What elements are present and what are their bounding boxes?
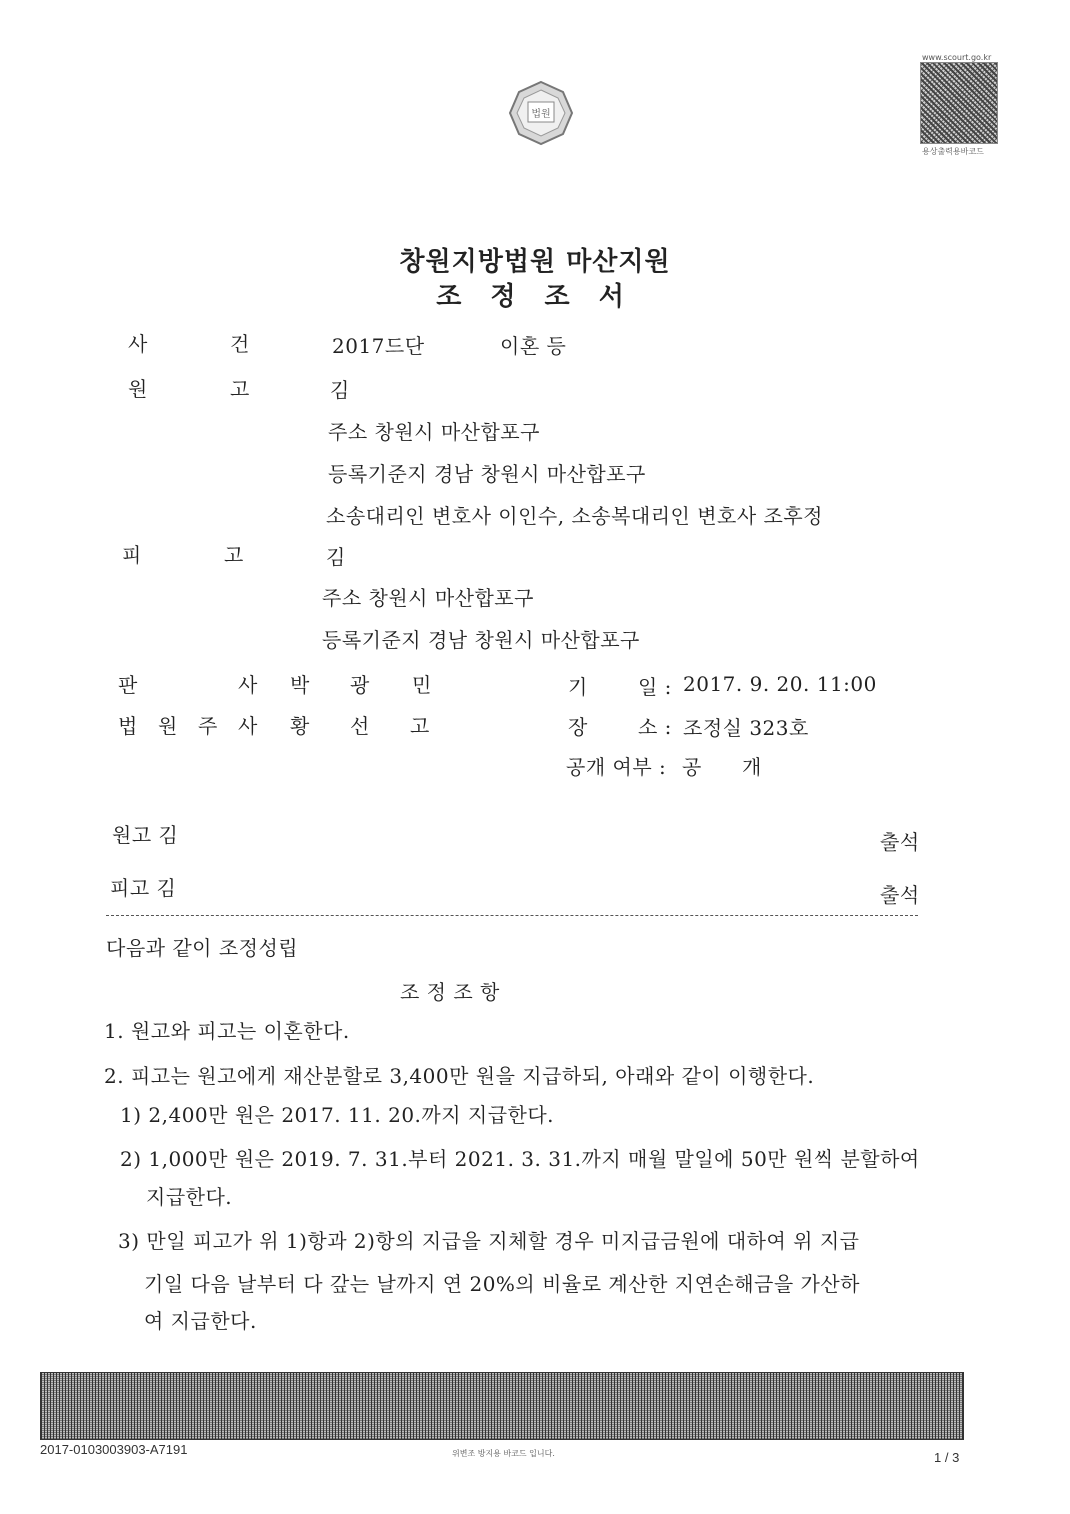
- judge-char-4: 광: [350, 673, 370, 697]
- date-label-2: 일 :: [638, 675, 672, 699]
- plaintiff-agents: 소송대리인 변호사 이인수, 소송복대리인 변호사 조후정: [326, 504, 824, 528]
- plaintiff-label-2: 고: [230, 377, 250, 401]
- public-label: 공개 여부 :: [566, 755, 667, 779]
- anti-forgery-barcode-icon: [40, 1372, 964, 1440]
- subclause-3-line-1: 3) 만일 피고가 위 1)항과 2)항의 지급을 지체할 경우 미지급금원에 대하여 위 지급: [118, 1229, 860, 1253]
- attendance-status: 출석: [880, 830, 920, 854]
- mediation-intro: 다음과 같이 조정성립: [106, 936, 299, 960]
- plaintiff-registry: 등록기준지 경남 창원시 마산합포구: [328, 462, 646, 486]
- judge-char-5: 민: [412, 673, 432, 697]
- defendant-address: 주소 창원시 마산합포구: [322, 586, 534, 610]
- place-label-1: 장: [568, 715, 588, 739]
- attendance-status: 출석: [880, 883, 920, 907]
- document-title: 조 정 조 서: [436, 282, 634, 312]
- attendance-party: 피고 김: [110, 876, 177, 900]
- clerk-char-6: 선: [350, 714, 370, 738]
- qr-code-icon: [920, 62, 998, 144]
- plaintiff-name: 김: [330, 378, 350, 402]
- seal-text: 법원: [531, 109, 551, 120]
- session-place: 조정실 323호: [683, 716, 809, 740]
- subclause-1: 1) 2,400만 원은 2017. 11. 20.까지 지급한다.: [120, 1103, 555, 1127]
- clerk-char-1: 법: [118, 714, 138, 738]
- case-name: 이혼 등: [500, 334, 567, 358]
- defendant-label-2: 고: [224, 543, 244, 567]
- subclause-2-line-2: 지급한다.: [146, 1185, 233, 1209]
- section-title: 조 정 조 항: [400, 980, 500, 1004]
- clerk-char-2: 원: [158, 714, 178, 738]
- clerk-char-7: 고: [410, 714, 430, 738]
- court-seal-icon: [508, 80, 574, 146]
- date-label-1: 기: [568, 675, 588, 699]
- judge-char-1: 판: [118, 673, 138, 697]
- subclause-3-line-3: 여 지급한다.: [144, 1309, 257, 1333]
- defendant-name: 김: [326, 545, 346, 569]
- public-value-2: 개: [742, 755, 762, 779]
- judge-char-2: 사: [238, 673, 258, 697]
- public-value-1: 공: [682, 755, 702, 779]
- clause-1: 1. 원고와 피고는 이혼한다.: [104, 1019, 350, 1043]
- judge-char-3: 박: [290, 673, 310, 697]
- dashed-divider: [106, 915, 918, 916]
- clerk-char-5: 황: [290, 714, 310, 738]
- place-label-2: 소 :: [638, 715, 672, 739]
- qr-caption: 용상출력용바코드: [922, 147, 984, 156]
- case-label-1: 사: [128, 332, 148, 356]
- page-number: 1 / 3: [934, 1450, 960, 1465]
- qr-url: www.scourt.go.kr: [922, 53, 992, 62]
- subclause-3-line-2: 기일 다음 날부터 다 갚는 날까지 연 20%의 비율로 계산한 지연손해금을 가산하: [144, 1272, 860, 1296]
- clerk-char-3: 주: [198, 714, 218, 738]
- clerk-char-4: 사: [238, 714, 258, 738]
- defendant-registry: 등록기준지 경남 창원시 마산합포구: [322, 628, 640, 652]
- barcode-note: 위변조 방지용 바코드 입니다.: [452, 1449, 555, 1458]
- plaintiff-address: 주소 창원시 마산합포구: [328, 420, 540, 444]
- subclause-2-line-1: 2) 1,000만 원은 2019. 7. 31.부터 2021. 3. 31.까지 매월 말일에 50만 원씩 분할하여: [120, 1147, 920, 1171]
- session-date: 2017. 9. 20. 11:00: [683, 672, 877, 696]
- case-number: 2017드단: [332, 334, 425, 358]
- attendance-party: 원고 김: [112, 823, 179, 847]
- document-number: 2017-0103003903-A7191: [40, 1442, 188, 1457]
- plaintiff-label-1: 원: [128, 377, 148, 401]
- case-label-2: 건: [230, 332, 250, 356]
- defendant-label-1: 피: [122, 543, 142, 567]
- clause-2: 2. 피고는 원고에게 재산분할로 3,400만 원을 지급하되, 아래와 같이 이행한다.: [104, 1064, 815, 1088]
- court-name: 창원지방법원 마산지원: [399, 247, 671, 277]
